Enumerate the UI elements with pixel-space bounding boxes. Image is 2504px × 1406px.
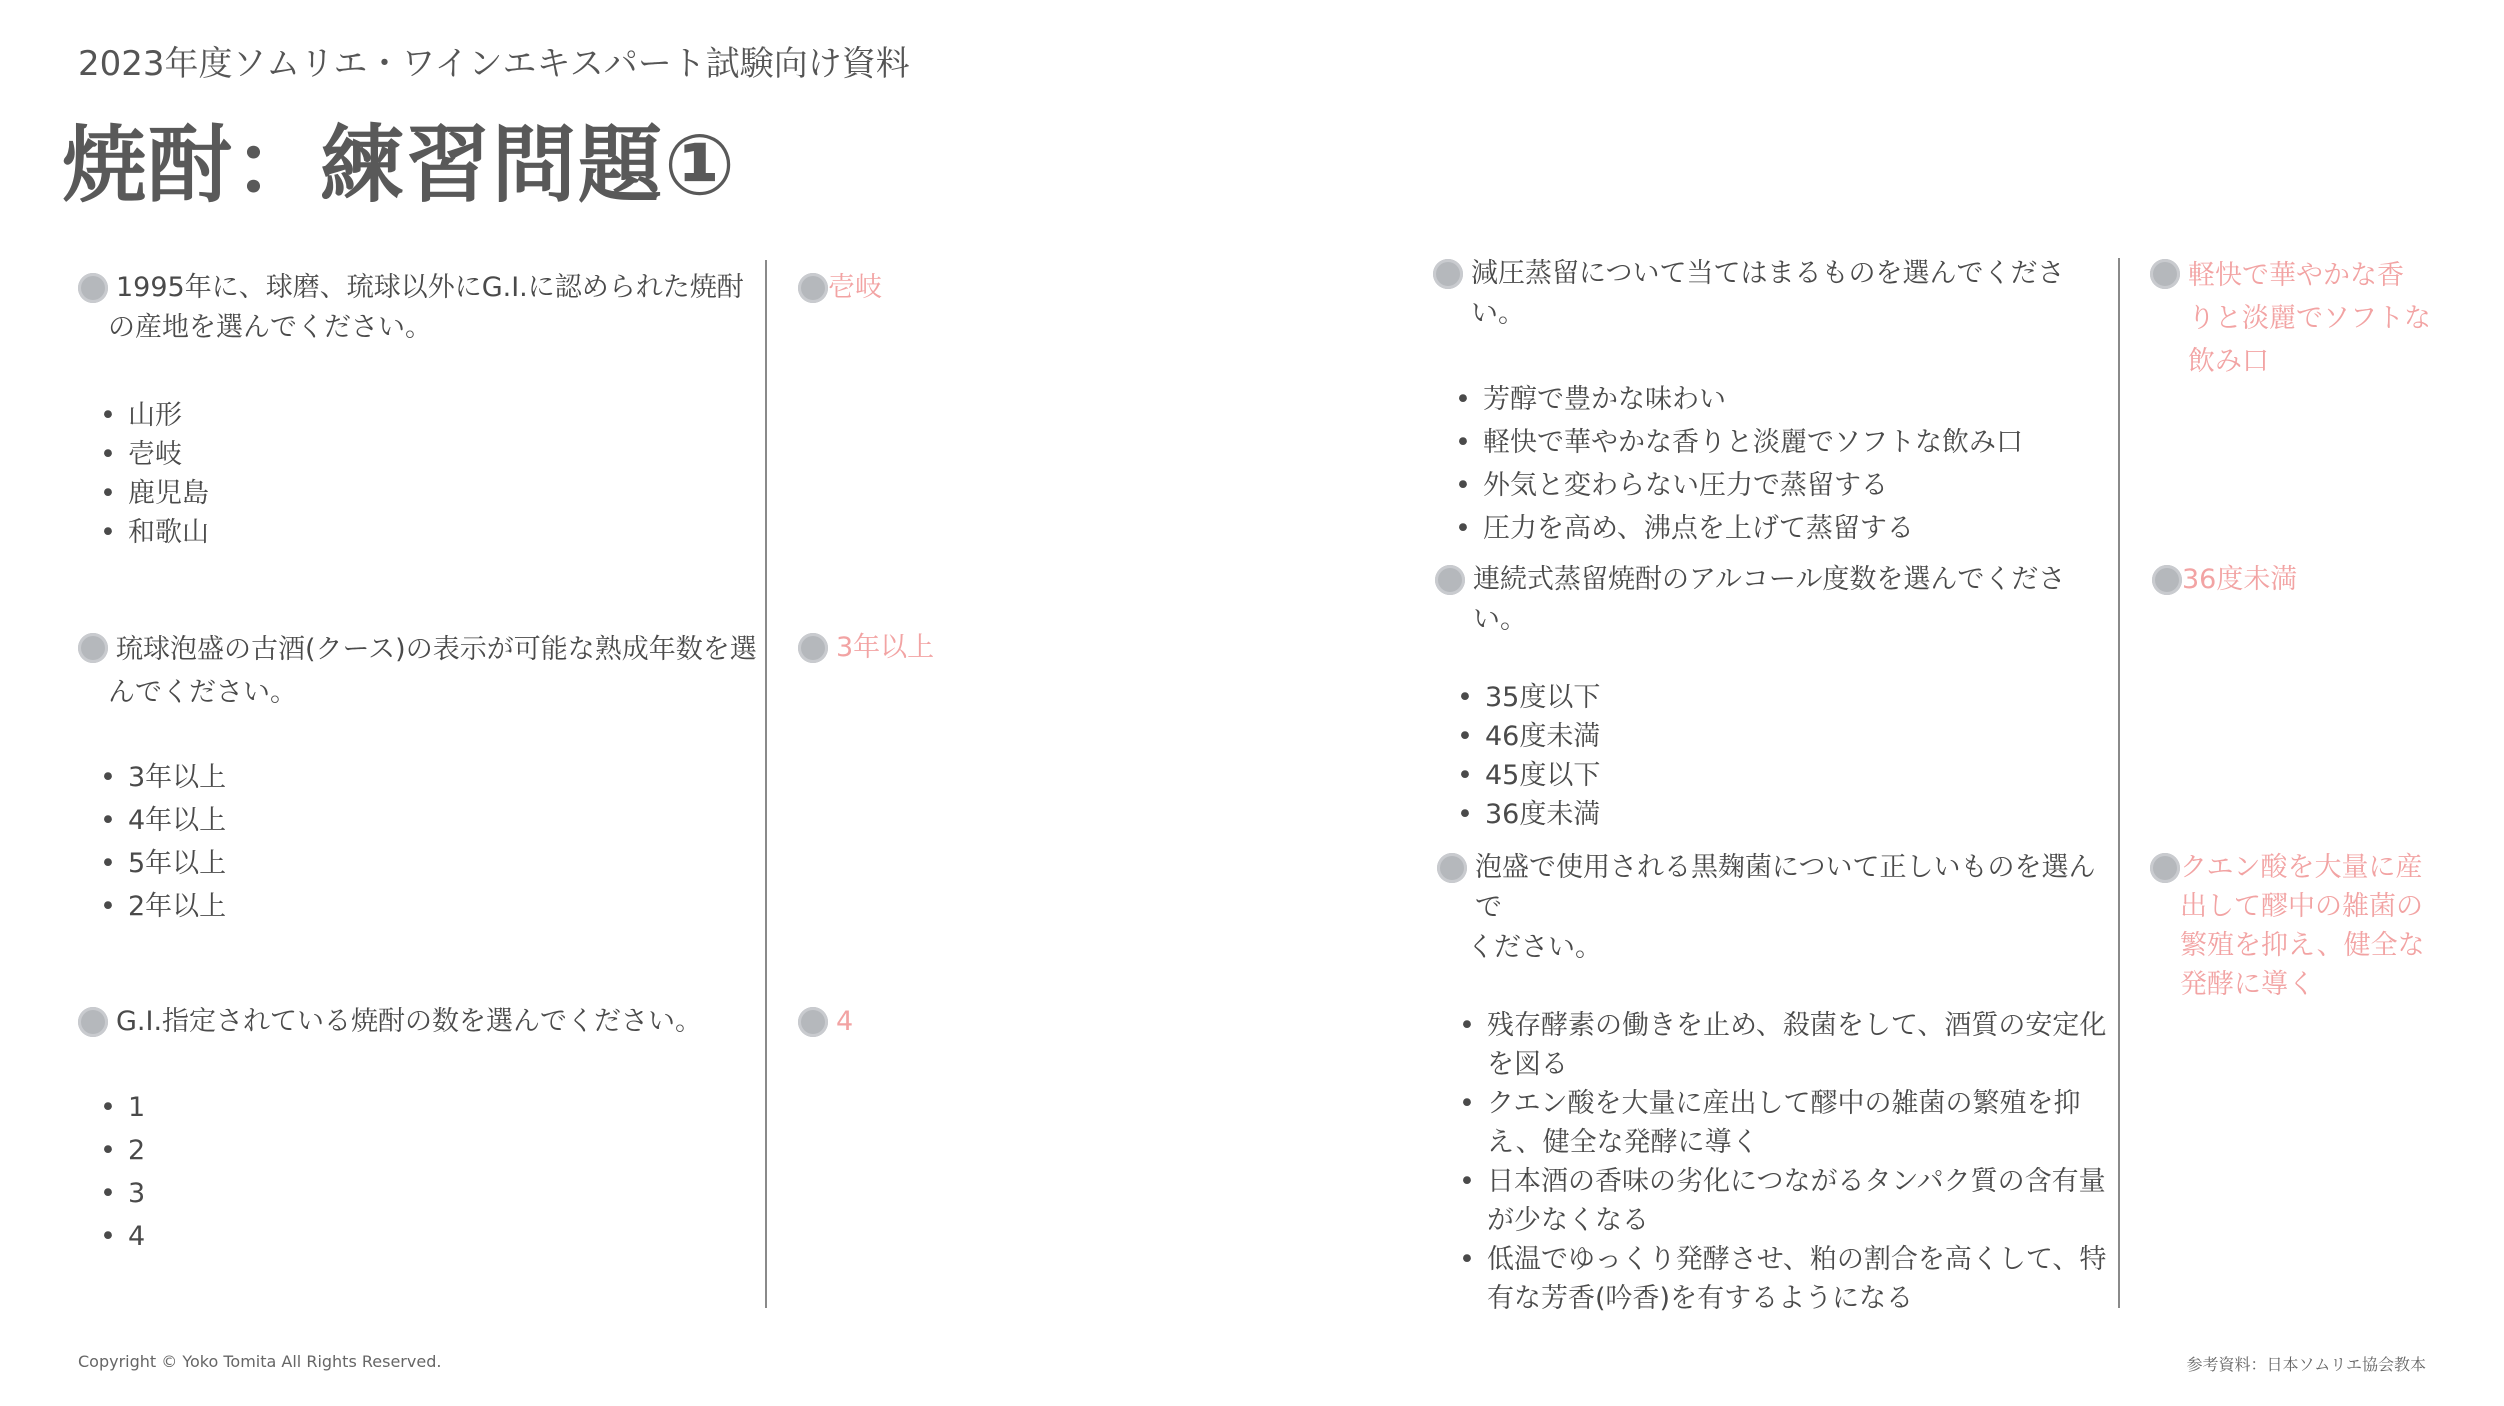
question-bullet-icon	[78, 1007, 108, 1037]
answer-bullet-icon	[2150, 853, 2180, 883]
question-6-options	[1437, 1006, 2117, 1318]
option-item: • 日本酒の香味の劣化につながるタンパク質の含有量 が少なくなる	[1459, 1162, 2117, 1240]
question-5-text: 連続式蒸留焼酎のアルコール度数を選んでください。	[1435, 560, 2115, 640]
option-item: • 5年以上	[100, 842, 768, 885]
answer-bullet-icon	[2152, 565, 2182, 595]
option-item: • 45度以下	[1457, 756, 2115, 795]
question-1-text-cont: の産地を選んでください。	[108, 312, 432, 343]
option-item: • 3年以上	[100, 756, 768, 799]
option-item: • 35度以下	[1457, 678, 2115, 717]
option-item: • 4	[100, 1215, 758, 1258]
answer-2: 3年以上	[798, 628, 934, 668]
answer-bullet-icon	[798, 273, 828, 303]
page-title: 焼酎：練習問題①	[62, 116, 738, 214]
answer-4: 軽快で華やかな香 りと淡麗でソフトな 飲み口	[2150, 254, 2431, 383]
question-6	[1437, 848, 2117, 1318]
answer-3: 4	[798, 1002, 853, 1042]
option-item: • 2	[100, 1129, 758, 1172]
option-item: • 46度未満	[1457, 717, 2115, 756]
column-divider-right	[2118, 258, 2120, 1308]
option-item: • 芳醇で豊かな味わい	[1455, 378, 2113, 421]
option-item: • 和歌山	[100, 513, 758, 552]
option-item: • 壱岐	[100, 435, 758, 474]
question-3-text: G.I.指定されている焼酎の数を選んでください。	[78, 1002, 758, 1042]
option-item: • 3	[100, 1172, 758, 1215]
question-4-options	[1433, 378, 2113, 550]
question-2-options	[78, 756, 768, 928]
option-item: • 4年以上	[100, 799, 768, 842]
question-bullet-icon	[78, 273, 108, 303]
option-item: • 外気と変わらない圧力で蒸留する	[1455, 464, 2113, 507]
option-item: • 山形	[100, 396, 758, 435]
question-4	[1433, 254, 2113, 550]
option-item: • 鹿児島	[100, 474, 758, 513]
question-2	[78, 628, 768, 928]
question-5-options	[1435, 678, 2115, 834]
question-bullet-icon	[78, 633, 108, 663]
option-item: • 1	[100, 1086, 758, 1129]
question-2-text-cont: んでください。	[108, 677, 297, 708]
answer-1: 壱岐	[798, 268, 882, 308]
question-1-options	[78, 396, 758, 552]
question-3-options	[78, 1086, 758, 1258]
question-1	[78, 268, 758, 552]
answer-bullet-icon	[2150, 259, 2180, 289]
option-item: • 軽快で華やかな香りと淡麗でソフトな飲み口	[1455, 421, 2113, 464]
option-item: • 圧力を高め、沸点を上げて蒸留する	[1455, 507, 2113, 550]
answer-bullet-icon	[798, 1007, 828, 1037]
option-item: • 残存酵素の働きを止め、殺菌をして、酒質の安定化 を図る	[1459, 1006, 2117, 1084]
question-2-text: 琉球泡盛の古酒(クース)の表示が可能な熟成年数を選	[78, 628, 768, 671]
question-5	[1435, 560, 2115, 834]
answer-bullet-icon	[798, 633, 828, 663]
question-1-text: 1995年に、球磨、琉球以外にG.I.に認められた焼酎	[78, 268, 758, 308]
document-subtitle: 2023年度ソムリエ・ワインエキスパート試験向け資料	[78, 44, 910, 84]
option-item: • 36度未満	[1457, 795, 2115, 834]
question-3	[78, 1002, 758, 1258]
question-bullet-icon	[1433, 259, 1463, 289]
answer-5: 36度未満	[2152, 560, 2297, 600]
option-item: • 2年以上	[100, 885, 768, 928]
question-bullet-icon	[1435, 565, 1465, 595]
option-item: • クエン酸を大量に産出して醪中の雑菌の繁殖を抑 え、健全な発酵に導く	[1459, 1084, 2117, 1162]
answer-6: クエン酸を大量に産 出して醪中の雑菌の 繁殖を抑え、健全な 発酵に導く	[2150, 848, 2425, 1004]
question-bullet-icon	[1437, 853, 1467, 883]
reference-note: 参考資料：日本ソムリエ協会教本	[2186, 1355, 2426, 1374]
question-6-text: 泡盛で使用される黒麹菌について正しいものを選んで	[1437, 848, 2117, 928]
copyright-notice: Copyright © Yoko Tomita All Rights Reserved.	[78, 1352, 442, 1371]
question-4-text: 減圧蒸留について当てはまるものを選んでください。	[1433, 254, 2113, 334]
option-item: • 低温でゆっくり発酵させ、粕の割合を高くして、特 有な芳香(吟香)を有するようになる	[1459, 1240, 2117, 1318]
question-6-text-cont: ください。	[1467, 932, 1602, 963]
